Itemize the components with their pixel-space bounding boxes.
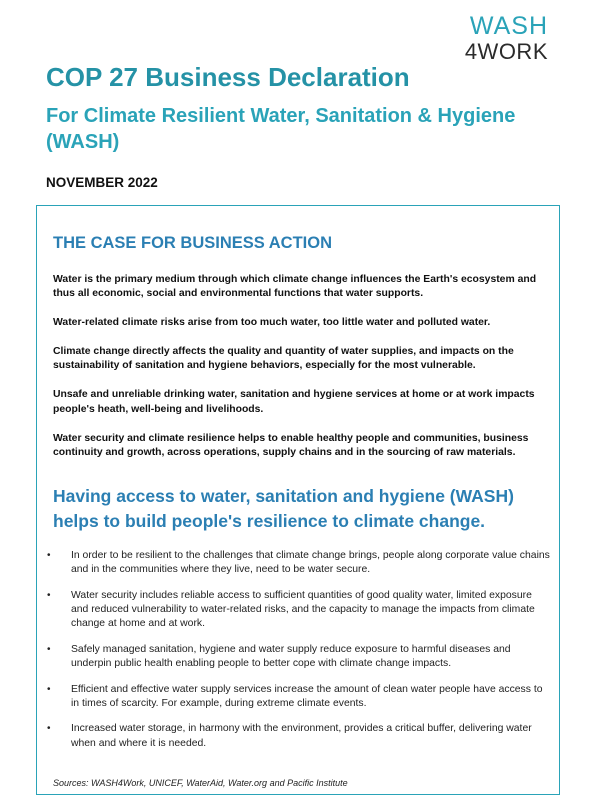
bullet-text: Safely managed sanitation, hygiene and water supply reduce exposure to harmful diseases and underpin public health enabling people to better cope with climate change impacts. [71,643,511,670]
content-box [36,205,560,795]
case-paragraph: Water security and climate resilience helps to enable healthy people and communities, business continuity and growth, across operations, supply chains and in the sourcing of raw materials. [53,432,529,458]
access-bullet-list [47,549,551,762]
wash4work-logo [465,14,548,63]
case-paragraph: Climate change directly affects the quality and quantity of water supplies, and impacts on the sustainability of sanitation and hygiene behaviors, especially for the most vulnerable. [53,346,514,372]
bullet-text: Water security includes reliable access to sufficient quantities of good quality water, limited exposure and reduced vulnerability to water-related risks, and the capacity to manage the impacts from climate change at home and at work. [71,589,535,630]
bullet-item [47,589,551,632]
bullet-icon: • [47,550,51,561]
access-heading: Having access to water, sanitation and hygiene (WASH) helps to build people's resilience to climate change. [53,486,514,532]
logo-line-4work: 4WORK [464,39,548,64]
bullet-item [47,683,551,712]
logo-line-wash: WASH [469,12,548,40]
bullet-item [47,643,551,672]
bullet-icon: • [47,683,51,695]
bullet-text: Efficient and effective water supply services increase the amount of clean water people have access to in times of scarcity. For example, during extreme climate events. [71,683,543,709]
sources-note: Sources: WASH4Work, UNICEF, WaterAid, Water.org and Pacific Institute [53,778,348,788]
bullet-icon: • [47,723,51,735]
case-paragraph: Water-related climate risks arise from too much water, too little water and polluted water. [53,317,491,329]
case-heading: THE CASE FOR BUSINESS ACTION [53,234,332,252]
case-paragraphs [53,273,549,475]
document-subtitle: For Climate Resilient Water, Sanitation & Hygiene (WASH) [46,105,516,154]
bullet-item [47,722,551,751]
document-title: COP 27 Business Declaration [46,62,410,92]
bullet-text: In order to be resilient to the challenges that climate change brings, people along corporate value chains and in the communities where they live, need to be water secure. [71,550,550,576]
document-date: NOVEMBER 2022 [46,175,158,190]
bullet-item [47,549,551,578]
case-paragraph: Water is the primary medium through which climate change influences the Earth's ecosystem and thus all economic, social and environmental functions that water supports. [53,274,537,300]
case-paragraph: Unsafe and unreliable drinking water, sanitation and hygiene services at home or at work impacts people's heath, well-being and livelihoods. [53,389,535,415]
bullet-text: Increased water storage, in harmony with the environment, provides a critical buffer, delivering water when and where it is needed. [71,723,532,749]
bullet-icon: • [47,643,51,655]
bullet-icon: • [47,589,51,601]
